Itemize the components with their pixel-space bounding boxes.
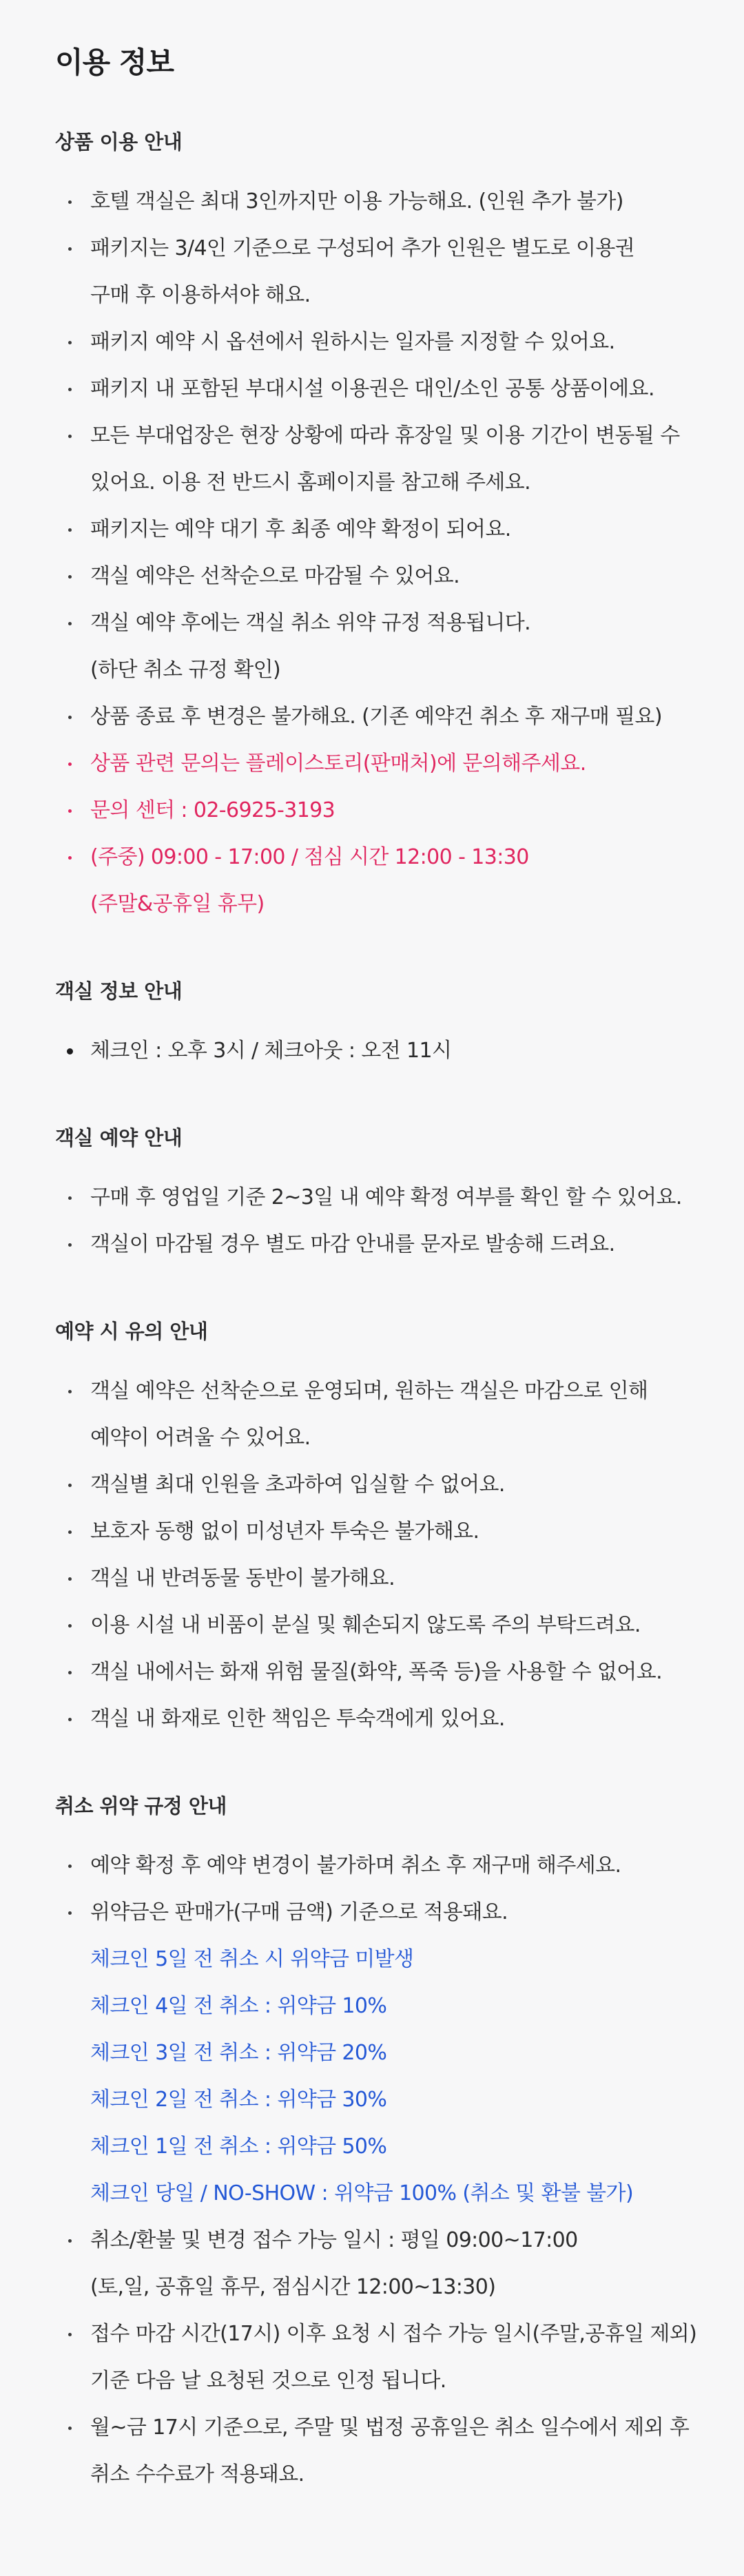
cancellation-policy-list xyxy=(55,1842,697,2498)
list-item: 객실 예약 후에는 객실 취소 위약 규정 적용됩니다. (하단 취소 규정 확인) xyxy=(55,600,689,694)
section-title: 취소 위약 규정 안내 xyxy=(55,1794,227,1818)
reservation-caution-section xyxy=(55,1316,689,1743)
list-item: 객실 내 화재로 인한 책임은 투숙객에게 있어요. xyxy=(55,1696,689,1743)
penalty-basis-item: 위약금은 판매가(구매 금액) 기준으로 적용돼요. 체크인 5일 전 취소 시 위약금 미발생 체크인 4일 전 취소 : 위약금 10% 체크인 3일 전 취소 : 위약금 20% 체크인 2일 전 취소 : 위약금 30% 체크인 1일 전 취소 : 위약금 50% 체크인 당일 / NO-SHOW : 위약금 100% (취소 및 환불 불가) xyxy=(55,1889,689,2217)
product-usage-section xyxy=(55,127,689,928)
list-item: 월~금 17시 기준으로, 주말 및 법정 공휴일은 취소 일수에서 제외 후 취소 수수료가 적용돼요. xyxy=(55,2404,689,2498)
section-title: 예약 시 유의 안내 xyxy=(55,1320,208,1343)
product-usage-list xyxy=(55,178,689,928)
room-reservation-list xyxy=(55,1174,689,1268)
list-item: 취소/환불 및 변경 접수 가능 일시 : 평일 09:00~17:00 (토,일, 공휴일 휴무, 점심시간 12:00~13:30) xyxy=(55,2217,689,2311)
list-item: 이용 시설 내 비품이 분실 및 훼손되지 않도록 주의 부탁드려요. xyxy=(55,1602,689,1649)
refund-tier-1-day: 체크인 1일 전 취소 : 위약금 50% xyxy=(90,2134,387,2159)
list-item: 상품 종료 후 변경은 불가해요. (기존 예약건 취소 후 재구매 필요) xyxy=(55,694,689,740)
list-item: 패키지 내 포함된 부대시설 이용권은 대인/소인 공통 상품이에요. xyxy=(55,366,689,413)
list-item: 보호자 동행 없이 미성년자 투숙은 불가해요. xyxy=(55,1508,689,1555)
list-item: 패키지는 3/4인 기준으로 구성되어 추가 인원은 별도로 이용권 구매 후 이용하셔야 해요. xyxy=(55,225,689,319)
reservation-caution-list xyxy=(55,1368,689,1743)
refund-tier-5-days: 체크인 5일 전 취소 시 위약금 미발생 xyxy=(90,1947,414,1971)
list-item: 패키지 예약 시 옵션에서 원하시는 일자를 지정할 수 있어요. xyxy=(55,319,689,366)
list-item: 객실별 최대 인원을 초과하여 입실할 수 없어요. xyxy=(55,1462,689,1508)
list-item: 패키지는 예약 대기 후 최종 예약 확정이 되어요. xyxy=(55,506,689,553)
room-info-section xyxy=(55,976,689,1074)
room-reservation-section xyxy=(55,1123,689,1268)
list-item: 객실 예약은 선착순으로 마감될 수 있어요. xyxy=(55,553,689,600)
inquiry-hours-item: (주중) 09:00 - 17:00 / 점심 시간 12:00 - 13:30 (주말&공휴일 휴무) xyxy=(55,834,689,928)
list-item: 객실 내에서는 화재 위험 물질(화약, 폭죽 등)을 사용할 수 없어요. xyxy=(55,1649,689,1696)
list-item: 예약 확정 후 예약 변경이 불가하며 취소 후 재구매 해주세요. xyxy=(55,1842,689,1889)
refund-tier-same-day: 체크인 당일 / NO-SHOW : 위약금 100% (취소 및 환불 불가) xyxy=(90,2181,634,2205)
list-item: 객실 내 반려동물 동반이 불가해요. xyxy=(55,1555,689,1602)
refund-tier-2-days: 체크인 2일 전 취소 : 위약금 30% xyxy=(90,2088,387,2112)
section-title: 객실 예약 안내 xyxy=(55,1126,183,1150)
list-item: 객실 예약은 선착순으로 운영되며, 원하는 객실은 마감으로 인해 예약이 어려울 수 있어요. xyxy=(55,1368,689,1462)
section-title: 상품 이용 안내 xyxy=(55,130,183,154)
cancellation-policy-section xyxy=(55,1791,697,2498)
list-item: 구매 후 영업일 기준 2~3일 내 예약 확정 여부를 확인 할 수 있어요. xyxy=(55,1174,689,1221)
inquiry-notice-item: 상품 관련 문의는 플레이스토리(판매처)에 문의해주세요. xyxy=(55,740,689,787)
list-item: 객실이 마감될 경우 별도 마감 안내를 문자로 발송해 드려요. xyxy=(55,1221,689,1268)
list-item: 체크인 : 오후 3시 / 체크아웃 : 오전 11시 xyxy=(55,1028,689,1074)
list-item: 모든 부대업장은 현장 상황에 따라 휴장일 및 이용 기간이 변동될 수 있어요. 이용 전 반드시 홈페이지를 참고해 주세요. xyxy=(55,413,689,506)
section-title: 객실 정보 안내 xyxy=(55,979,183,1003)
refund-tier-3-days: 체크인 3일 전 취소 : 위약금 20% xyxy=(90,2041,387,2065)
list-item: 접수 마감 시간(17시) 이후 요청 시 접수 가능 일시(주말,공휴일 제외) 기준 다음 날 요청된 것으로 인정 됩니다. xyxy=(55,2311,689,2404)
room-info-list xyxy=(55,1028,689,1074)
page-title: 이용 정보 xyxy=(55,45,174,79)
list-item: 호텔 객실은 최대 3인까지만 이용 가능해요. (인원 추가 불가) xyxy=(55,178,689,225)
refund-tier-4-days: 체크인 4일 전 취소 : 위약금 10% xyxy=(90,1994,387,2018)
inquiry-phone-item: 문의 센터 : 02-6925-3193 xyxy=(55,787,689,834)
